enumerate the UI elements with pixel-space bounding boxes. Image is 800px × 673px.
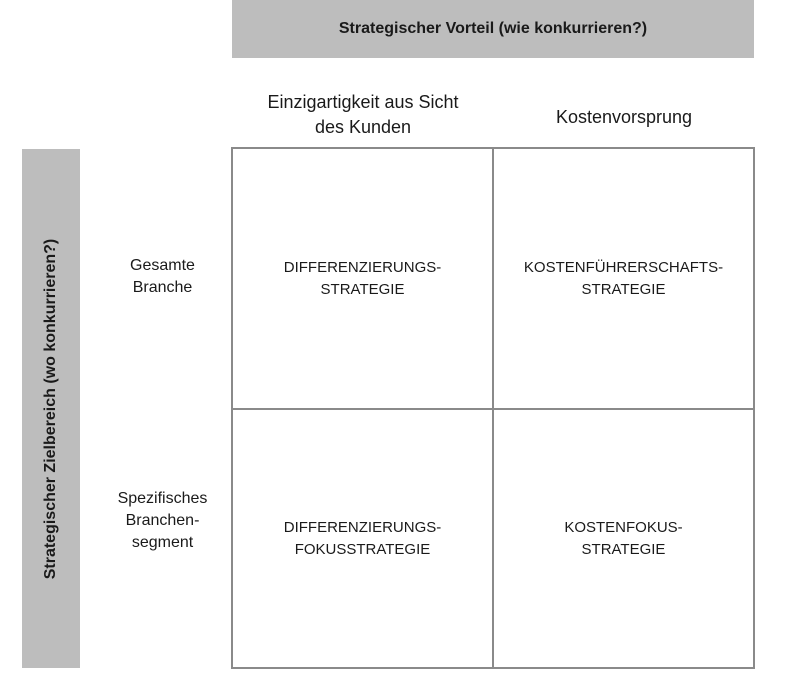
cell-cost-leadership-strategy [492,147,755,410]
cell-cost-focus-strategy [492,408,755,669]
strategic-target-header [22,149,80,668]
cell-differentiation-focus-strategy-label: DIFFERENZIERUNGS- FOKUSSTRATEGIE [283,518,442,558]
cell-differentiation-strategy [231,147,494,410]
cell-differentiation-strategy-label: DIFFERENZIERUNGS- STRATEGIE [283,258,442,298]
strategic-advantage-label: Strategischer Vorteil (wie konkurrieren?) [338,20,648,37]
column-header-cost-advantage: Kostenvorsprung [555,107,693,127]
row-header-whole-industry: Gesamte Branche [130,257,195,296]
cell-cost-leadership-strategy-label: KOSTENFÜHRERSCHAFTS- STRATEGIE [523,258,724,298]
column-header-uniqueness: Einzigartigkeit aus Sicht des Kunden [267,92,459,137]
strategy-matrix [231,147,755,669]
cell-differentiation-focus-strategy [231,408,494,669]
cell-cost-focus-strategy-label: KOSTENFOKUS- STRATEGIE [564,518,683,558]
row-header-industry-segment: Spezifisches Branchen- segment [117,490,208,551]
strategic-advantage-header [232,0,754,58]
strategic-target-label: Strategischer Zielbereich (wo konkurrieren?) [42,238,59,579]
